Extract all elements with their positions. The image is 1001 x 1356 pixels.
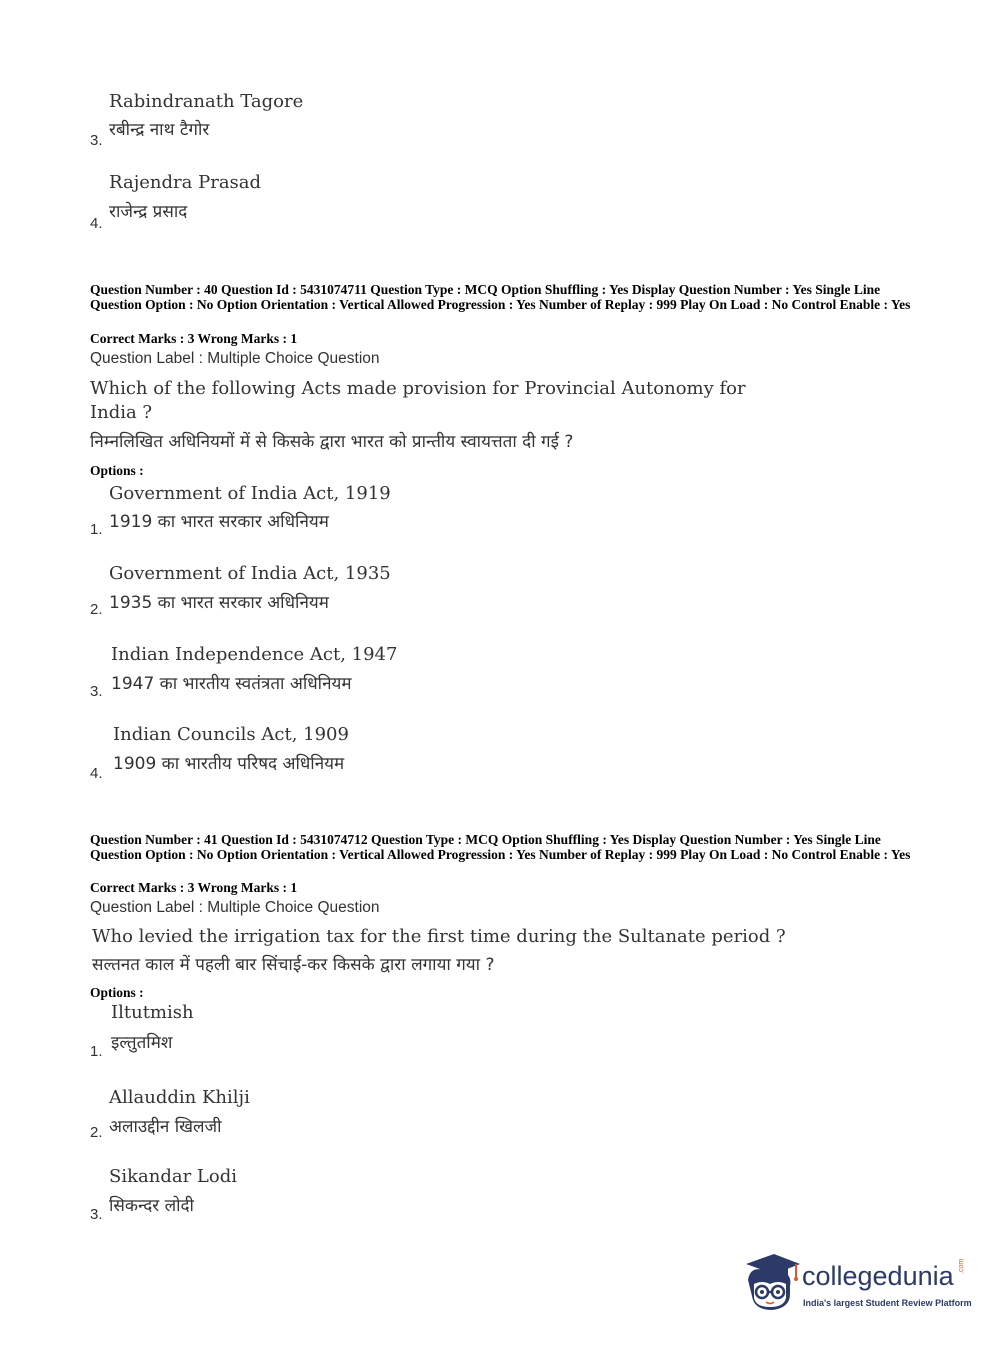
- collegedunia-logo: [740, 1250, 970, 1316]
- option-2-number: 2.: [90, 1124, 103, 1141]
- option-1-number: 1.: [90, 1043, 103, 1060]
- option-2-english: Government of India Act, 1935: [109, 563, 391, 584]
- question-text-hindi: निम्नलिखित अधिनियमों में से किसके द्वारा भारत को प्रान्तीय स्वायत्तता दी गई ?: [90, 432, 574, 452]
- option-3-english: Rabindranath Tagore: [109, 91, 304, 112]
- option-1-number: 1.: [90, 521, 103, 538]
- option-4-english: Indian Councils Act, 1909: [113, 724, 349, 745]
- question-meta: Question Number : 40 Question Id : 5431074711 Question Type : MCQ Option Shuffling : Yes Display Question Number : Yes Single Line Question Option : No Option Orientation : Vertical Allowed Progression : Yes Number of Replay : 999 Play On Load : No Control Enable : Yes: [90, 282, 911, 312]
- option-3-number: 3.: [90, 132, 103, 149]
- option-3-english: Indian Independence Act, 1947: [111, 644, 398, 665]
- option-2-hindi: अलाउद्दीन खिलजी: [109, 1117, 222, 1137]
- options-label: Options :: [90, 985, 144, 1000]
- option-4-hindi: राजेन्द्र प्रसाद: [109, 202, 188, 222]
- question-label: Question Label : Multiple Choice Question: [90, 350, 380, 367]
- option-3-hindi: 1947 का भारतीय स्वतंत्रता अधिनियम: [111, 674, 352, 694]
- logo-tagline: India's largest Student Review Platform: [803, 1298, 972, 1308]
- option-2-hindi: 1935 का भारत सरकार अधिनियम: [109, 593, 329, 613]
- option-3-number: 3.: [90, 683, 103, 700]
- option-3-english: Sikandar Lodi: [109, 1166, 237, 1187]
- question-meta: Question Number : 41 Question Id : 5431074712 Question Type : MCQ Option Shuffling : Yes Display Question Number : Yes Single Line Question Option : No Option Orientation : Vertical Allowed Progression : Yes Number of Replay : 999 Play On Load : No Control Enable : Yes: [90, 832, 911, 862]
- question-text-hindi: सल्तनत काल में पहली बार सिंचाई-कर किसके द्वारा लगाया गया ?: [92, 955, 495, 975]
- option-2-english: Allauddin Khilji: [109, 1087, 250, 1108]
- option-1-english: Government of India Act, 1919: [109, 483, 391, 504]
- option-3-hindi: रबीन्द्र नाथ टैगोर: [109, 120, 210, 140]
- question-text-english: Which of the following Acts made provision for Provincial Autonomy for India ?: [90, 378, 746, 423]
- question-marks: Correct Marks : 3 Wrong Marks : 1: [90, 331, 298, 346]
- question-marks: Correct Marks : 3 Wrong Marks : 1: [90, 880, 298, 895]
- question-label: Question Label : Multiple Choice Question: [90, 899, 380, 916]
- option-4-number: 4.: [90, 215, 103, 232]
- mascot-icon: [740, 1250, 800, 1314]
- option-4-number: 4.: [90, 765, 103, 782]
- option-1-hindi: इल्तुतमिश: [111, 1033, 173, 1053]
- question-text-english: Who levied the irrigation tax for the first time during the Sultanate period ?: [92, 926, 786, 947]
- logo-wordmark: collegedunia: [802, 1261, 954, 1291]
- option-1-hindi: 1919 का भारत सरकार अधिनियम: [109, 512, 329, 532]
- option-4-hindi: 1909 का भारतीय परिषद अधिनियम: [113, 754, 345, 774]
- options-label: Options :: [90, 463, 144, 478]
- option-2-number: 2.: [90, 601, 103, 618]
- option-3-number: 3.: [90, 1206, 103, 1223]
- logo-domain-suffix: .com: [958, 1258, 965, 1274]
- option-3-hindi: सिकन्दर लोदी: [109, 1196, 194, 1216]
- option-4-english: Rajendra Prasad: [109, 172, 262, 193]
- option-1-english: Iltutmish: [111, 1002, 194, 1023]
